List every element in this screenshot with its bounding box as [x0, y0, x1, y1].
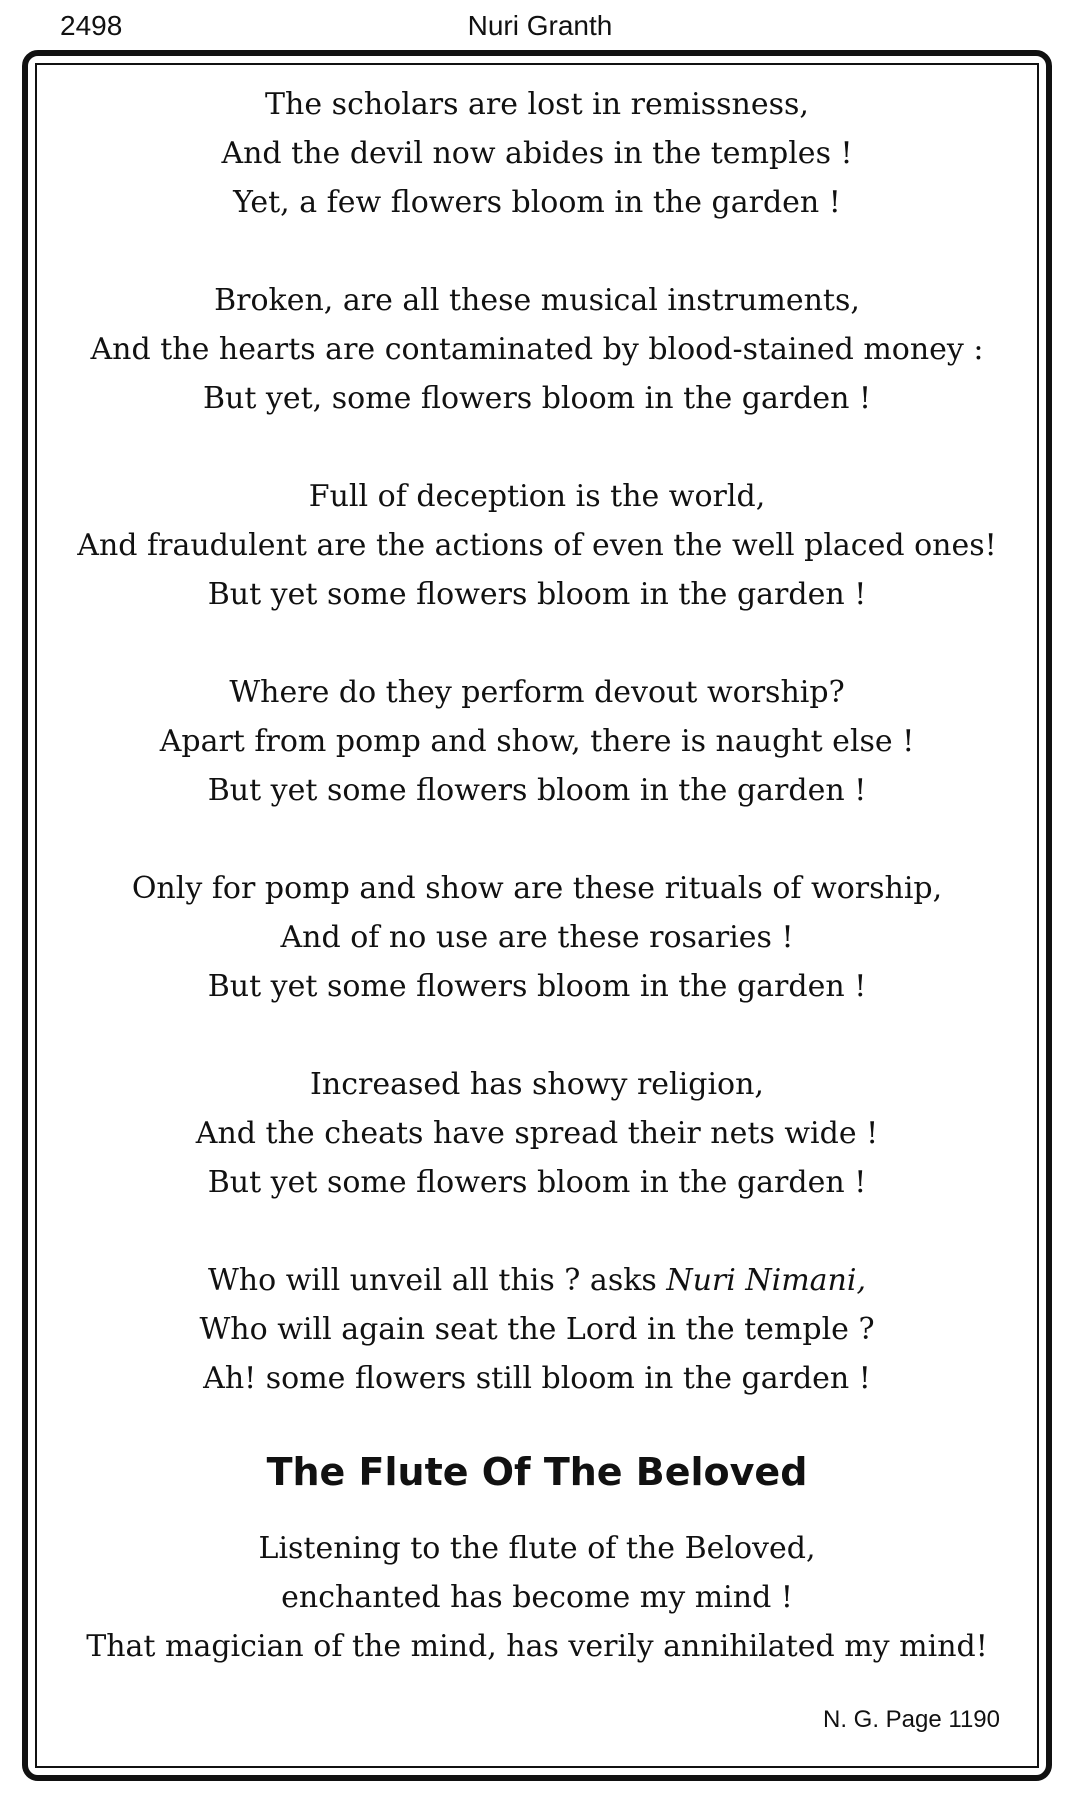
verse-line: But yet some flowers bloom in the garden ! [207, 969, 867, 1004]
verse-line: But yet some flowers bloom in the garden ! [207, 577, 867, 612]
author-name: Nuri Nimani, [666, 1263, 867, 1298]
verse-line: And the devil now abides in the temples ! [221, 136, 853, 171]
verse-line: That magician of the mind, has verily annihilated my mind! [86, 1629, 988, 1664]
verse-line: But yet some flowers bloom in the garden ! [207, 1165, 867, 1200]
verse-line: enchanted has become my mind ! [281, 1580, 793, 1615]
verse-line: And the cheats have spread their nets wide ! [195, 1116, 879, 1151]
stanza-2 [35, 276, 1039, 423]
stanza-1 [35, 80, 1039, 227]
verse-line: Ah! some flowers still bloom in the garden ! [203, 1361, 871, 1396]
verse-line: Who will again seat the Lord in the temple ? [199, 1312, 875, 1347]
verse-line: But yet some flowers bloom in the garden ! [207, 773, 867, 808]
page-number: 2498 [60, 10, 123, 41]
verse-line: And of no use are these rosaries ! [280, 920, 794, 955]
verse-line: And fraudulent are the actions of even the well placed ones! [77, 528, 997, 563]
stanza-6 [35, 1060, 1039, 1207]
verse-line: But yet, some flowers bloom in the garden ! [202, 381, 872, 416]
page-reference: N. G. Page 1190 [823, 1706, 1000, 1733]
verse-line [35, 1256, 1039, 1305]
verse-line: Only for pomp and show are these rituals of worship, [131, 871, 943, 906]
stanza-5 [35, 864, 1039, 1011]
verse-line-prefix: Who will unveil all this ? asks [207, 1263, 667, 1298]
verse-line: The scholars are lost in remissness, [265, 87, 809, 122]
stanza-3 [35, 472, 1039, 619]
verse-line: Increased has showy religion, [310, 1067, 764, 1102]
stanza-4 [35, 668, 1039, 815]
verse-line: Full of deception is the world, [308, 479, 766, 514]
stanza-7 [35, 1256, 1039, 1403]
page-header [0, 10, 1080, 50]
verse-line: Apart from pomp and show, there is naught else ! [159, 724, 915, 759]
poem-title: The Flute Of The Beloved [266, 1450, 808, 1494]
verse-line: Yet, a few flowers bloom in the garden ! [233, 185, 841, 220]
verse-line: Where do they perform devout worship? [229, 675, 845, 710]
page-content [35, 80, 1039, 1720]
verse-line: Broken, are all these musical instruments, [214, 283, 860, 318]
verse-line: And the hearts are contaminated by blood-stained money : [90, 332, 984, 367]
running-title: Nuri Granth [467, 10, 613, 41]
stanza-poem2-1 [35, 1524, 1039, 1671]
verse-line: Listening to the flute of the Beloved, [258, 1531, 816, 1566]
